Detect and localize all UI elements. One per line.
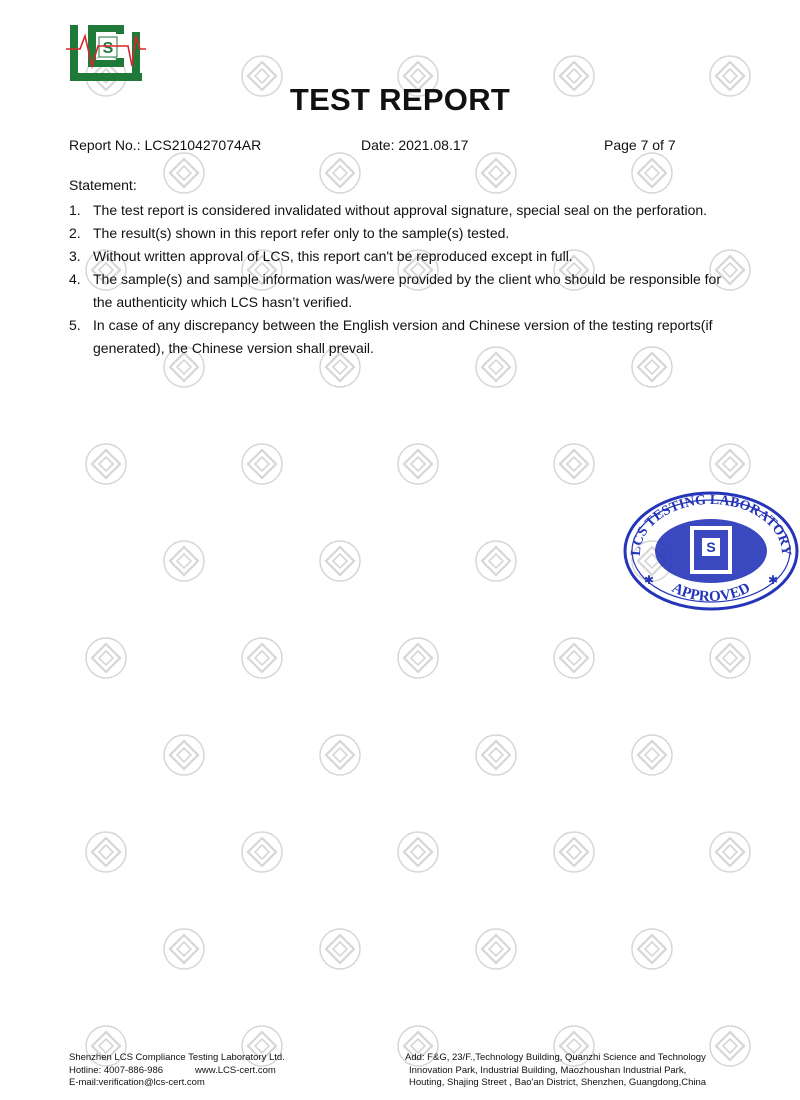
watermark-emblem-icon (632, 929, 672, 969)
page-number: Page 7 of 7 (604, 137, 676, 153)
statement-item-number: 2. (69, 225, 81, 241)
watermark-emblem-icon (554, 638, 594, 678)
watermark-emblem-icon (320, 735, 360, 775)
footer-address-line-3: Houting, Shajing Street , Bao'an District, Shenzhen, Guangdong,China (409, 1077, 707, 1088)
watermark-emblem-icon (86, 444, 126, 484)
footer-website: www.LCS-cert.com (195, 1064, 276, 1076)
watermark-emblem-icon (398, 832, 438, 872)
footer-address-line-1: Add: F&G, 23/F.,Technology Building, Quanzhi Science and Technology (405, 1052, 706, 1063)
watermark-emblem-icon (242, 832, 282, 872)
watermark-emblem-icon (710, 444, 750, 484)
report-date: Date: 2021.08.17 (361, 137, 469, 153)
watermark-emblem-icon (554, 444, 594, 484)
statement-item-text: Without written approval of LCS, this report can't be reproduced except in full. (93, 248, 573, 264)
statement-item-text: The sample(s) and sample information was/were provided by the client who should be responsible for the authenticity which LCS hasn’t verified. (93, 271, 721, 310)
statement-item-number: 1. (69, 202, 81, 218)
statement-item-number: 4. (69, 271, 81, 287)
watermark-emblem-icon (320, 153, 360, 193)
statement-item (69, 222, 729, 245)
footer-company-info (69, 1052, 369, 1090)
svg-text:✱: ✱ (768, 573, 779, 587)
watermark-emblem-icon (86, 638, 126, 678)
statement-item (69, 245, 729, 268)
statement-item (69, 199, 729, 222)
watermark-emblem-icon (476, 541, 516, 581)
watermark-emblem-icon (164, 929, 204, 969)
statement-item (69, 268, 729, 314)
page-title: TEST REPORT (289, 82, 511, 117)
watermark-emblem-icon (632, 153, 672, 193)
watermark-emblem-icon (242, 638, 282, 678)
statement-item-number: 5. (69, 317, 81, 333)
watermark-emblem-icon (632, 735, 672, 775)
statement-item-text: The test report is considered invalidated without approval signature, special seal on the perforation. (93, 202, 708, 218)
report-number: Report No.: LCS210427074AR (69, 137, 262, 153)
lcs-logo-icon (66, 22, 146, 86)
watermark-emblem-icon (164, 735, 204, 775)
watermark-emblem-icon (242, 444, 282, 484)
svg-text:LCS TESTING LABORATORY: LCS TESTING LABORATORY (628, 492, 794, 557)
watermark-emblem-icon (476, 153, 516, 193)
watermark-emblem-icon (164, 541, 204, 581)
svg-text:APPROVED: APPROVED (669, 580, 753, 606)
watermark-emblem-icon (710, 638, 750, 678)
svg-text:✱: ✱ (644, 573, 655, 587)
statement-item-text: In case of any discrepancy between the English version and Chinese version of the testing reports(if generated), the Chinese version shall prevail. (93, 317, 713, 356)
watermark-emblem-icon (710, 832, 750, 872)
watermark-emblem-icon (476, 929, 516, 969)
footer-hotline: Hotline: 4007-886-986 (69, 1064, 164, 1076)
statement-item-number: 3. (69, 248, 81, 264)
footer-contact-line (69, 1065, 369, 1078)
logo-letter: S (102, 40, 114, 57)
footer-email: E-mail:verification@lcs-cert.com (69, 1077, 205, 1088)
watermark-emblem-icon (320, 929, 360, 969)
statement-heading: Statement: (69, 177, 137, 193)
footer-address (405, 1052, 745, 1090)
statement-list (69, 199, 729, 360)
statement-item (69, 314, 729, 360)
footer-company: Shenzhen LCS Compliance Testing Laboratory Ltd. (69, 1052, 285, 1063)
approval-seal-icon (620, 488, 800, 614)
watermark-emblem-icon (398, 638, 438, 678)
watermark-emblem-icon (320, 541, 360, 581)
footer-address-line-2: Innovation Park, Industrial Building, Maozhoushan Industrial Park, (409, 1064, 687, 1076)
watermark-emblem-icon (398, 444, 438, 484)
statement-item-text: The result(s) shown in this report refer only to the sample(s) tested. (93, 225, 510, 241)
svg-text:S: S (706, 539, 716, 555)
watermark-emblem-icon (554, 832, 594, 872)
watermark-emblem-icon (86, 832, 126, 872)
watermark-emblem-icon (476, 735, 516, 775)
watermark-emblem-icon (164, 153, 204, 193)
